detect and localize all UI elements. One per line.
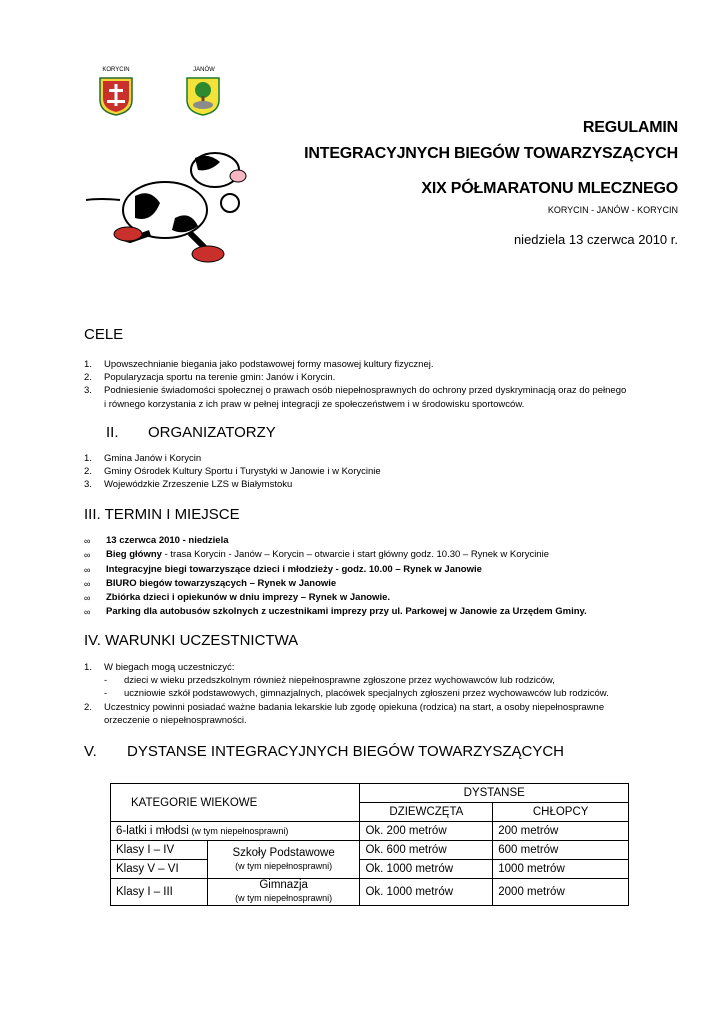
korycin-label: KORYCIN bbox=[102, 67, 130, 73]
header-kategorie: KATEGORIE WIEKOWE bbox=[111, 784, 360, 822]
organizatorzy-list bbox=[84, 452, 684, 492]
list-item: 2. Uczestnicy powinni posiadać ważne badania lekarskie lub zgodę opiekuna (rodzica) na start, a osoby niepełnosprawne bbox=[84, 701, 605, 713]
section-organizatorzy-num: II. bbox=[106, 424, 119, 441]
header-dziewczeta: DZIEWCZĘTA bbox=[360, 803, 493, 822]
cell-boys: 1000 metrów bbox=[493, 860, 629, 879]
event-date: niedziela 13 czerwca 2010 r. bbox=[513, 232, 678, 247]
cell-girls: Ok. 200 metrów bbox=[360, 822, 493, 841]
list-item: orzeczenie o niepełnosprawności. bbox=[104, 714, 247, 726]
list-item: - dzieci w wieku przedszkolnym również niepełnosprawne zgłoszone przez wychowawców lub rodziców, bbox=[104, 675, 555, 687]
section-dystanse-num: V. bbox=[84, 743, 97, 760]
cell-category: 6-latki i młodsi (w tym niepełnosprawni) bbox=[111, 822, 360, 841]
cell-boys: 200 metrów bbox=[493, 822, 629, 841]
list-item: ∞ Parking dla autobusów szkolnych z uczestnikami imprezy przy ul. Parkowej w Janowie za Urzędem Gminy. bbox=[84, 606, 587, 618]
list-item: ∞ Zbiórka dzieci i opiekunów w dniu imprezy – Rynek w Janowie. bbox=[84, 592, 391, 604]
korycin-crest-icon bbox=[98, 76, 134, 116]
table-row bbox=[111, 860, 629, 879]
list-item: ∞ Integracyjne biegi towarzyszące dzieci i młodzieży - godz. 10.00 – Rynek w Janowie bbox=[84, 563, 482, 575]
termin-list bbox=[84, 534, 704, 620]
table-row bbox=[111, 841, 629, 860]
janow-label: JANÓW bbox=[193, 67, 215, 73]
section-warunki-heading: IV. WARUNKI UCZESTNICTWA bbox=[84, 632, 299, 649]
cell-school-type: Gimnazja (w tym niepełnosprawni) bbox=[207, 879, 360, 906]
cele-list bbox=[84, 358, 684, 411]
list-item: ∞ Bieg główny - trasa Korycin - Janów – Korycin – otwarcie i start główny godz. 10.30 – Rynek w Korycinie bbox=[84, 549, 549, 561]
cell-girls: Ok. 600 metrów bbox=[360, 841, 493, 860]
doc-title: REGULAMIN bbox=[582, 119, 678, 136]
running-cow-mascot-icon bbox=[80, 148, 250, 268]
section-cele-heading: CELE bbox=[84, 326, 124, 343]
list-item: 3. Podniesienie świadomości społecznej o prawach osób niepełnosprawnych do ochrony przed dyskryminacją oraz do pełnego bbox=[84, 385, 627, 397]
header-dystanse: DYSTANSE bbox=[360, 784, 629, 803]
janow-crest-icon bbox=[185, 76, 221, 116]
cell-girls: Ok. 1000 metrów bbox=[360, 879, 493, 906]
cell-category: Klasy I – IV bbox=[111, 841, 208, 860]
list-item: 2. Popularyzacja sportu na terenie gmin: Janów i Korycin. bbox=[84, 372, 336, 384]
list-item: 2. Gminy Ośrodek Kultury Sportu i Turystyki w Janowie i w Korycinie bbox=[84, 466, 381, 478]
section-dystanse-heading: DYSTANSE INTEGRACYJNYCH BIEGÓW TOWARZYSZĄCYCH bbox=[127, 743, 564, 760]
cell-category: Klasy V – VI bbox=[111, 860, 208, 879]
cell-school-type: Szkoły Podstawowe (w tym niepełnosprawni) bbox=[207, 841, 360, 879]
list-item: ∞ 13 czerwca 2010 - niedziela bbox=[84, 535, 229, 546]
header-chlopcy: CHŁOPCY bbox=[493, 803, 629, 822]
section-termin-heading: III. TERMIN I MIEJSCE bbox=[84, 506, 240, 523]
doc-subtitle: INTEGRACYJNYCH BIEGÓW TOWARZYSZĄCYCH bbox=[304, 145, 678, 162]
event-title: XIX PÓŁMARATONU MLECZNEGO bbox=[421, 180, 678, 197]
cell-boys: 600 metrów bbox=[493, 841, 629, 860]
list-item: 3. Wojewódzkie Zrzeszenie LZS w Białymstoku bbox=[84, 479, 293, 491]
table-row bbox=[111, 822, 629, 841]
event-route: KORYCIN - JANÓW - KORYCIN bbox=[547, 205, 678, 215]
table-row bbox=[111, 879, 629, 906]
list-item: 1. Gmina Janów i Korycin bbox=[84, 453, 202, 464]
cell-category: Klasy I – III bbox=[111, 879, 208, 906]
list-item: 1. Upowszechnianie biegania jako podstawowej formy masowej kultury fizycznej. bbox=[84, 359, 434, 370]
table-row bbox=[111, 784, 629, 803]
warunki-list bbox=[84, 661, 704, 727]
list-item: - uczniowie szkół podstawowych, gimnazjalnych, placówek specjalnych zgłoszeni przez wychowawców lub rodziców. bbox=[104, 688, 609, 700]
list-item: 1. W biegach mogą uczestniczyć: bbox=[84, 662, 235, 673]
section-organizatorzy-heading: ORGANIZATORZY bbox=[148, 424, 276, 441]
cell-girls: Ok. 1000 metrów bbox=[360, 860, 493, 879]
cell-boys: 2000 metrów bbox=[493, 879, 629, 906]
list-item: ∞ BIURO biegów towarzyszących – Rynek w Janowie bbox=[84, 577, 337, 589]
list-item: i równego korzystania z ich praw w pełnej integracji ze społeczeństwem i w środowisku sportowców. bbox=[104, 398, 525, 410]
distances-table bbox=[110, 783, 629, 906]
